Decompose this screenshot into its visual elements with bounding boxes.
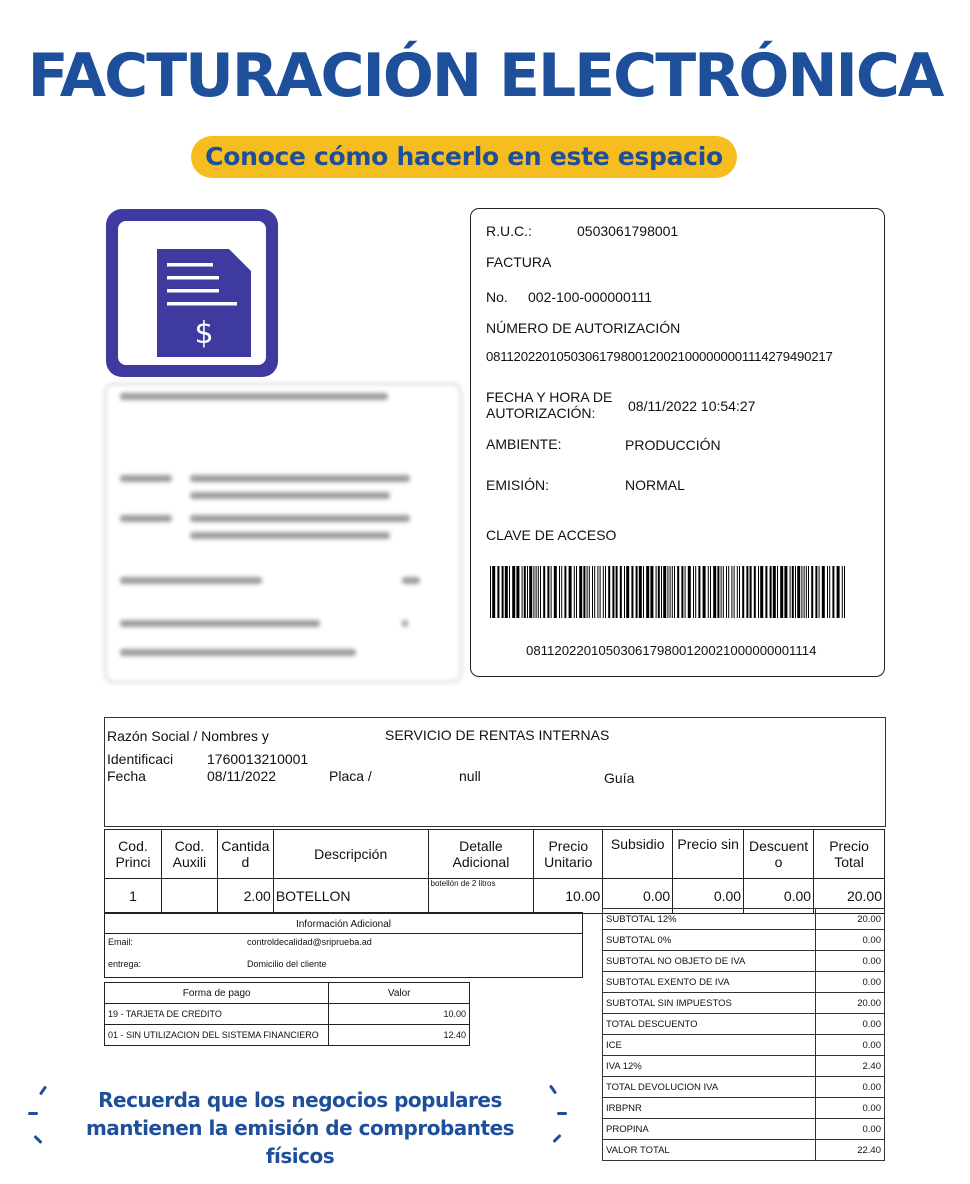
barcode-bar <box>815 566 817 618</box>
col-header: Precio Unitario <box>534 830 603 879</box>
barcode-bar <box>543 566 545 618</box>
barcode-bar <box>646 566 649 618</box>
total-label: SUBTOTAL EXENTO DE IVA <box>603 972 816 993</box>
doc-type: FACTURA <box>486 254 552 270</box>
invoice-dollar-icon <box>106 209 278 377</box>
payment-value: 10.00 <box>329 1004 470 1025</box>
table-row <box>603 930 885 951</box>
payment-method-header: Forma de pago <box>105 983 329 1004</box>
table-row <box>603 1119 885 1140</box>
cell-subsidio: 0.00 <box>603 879 673 914</box>
barcode-bar <box>608 566 610 618</box>
barcode-bar <box>808 566 809 618</box>
datetime-label-1: FECHA Y HORA DE <box>486 389 613 405</box>
table-row <box>603 993 885 1014</box>
barcode-bar <box>677 566 679 618</box>
barcode-bar <box>540 566 541 618</box>
document-icon <box>157 249 251 357</box>
sparkle-icon <box>549 1085 557 1095</box>
barcode-bar <box>620 566 622 618</box>
customer-id-value: 1760013210001 <box>207 751 309 767</box>
auth-number-label: NÚMERO DE AUTORIZACIÓN <box>486 320 681 336</box>
barcode-bar <box>529 566 532 618</box>
barcode-bar <box>670 566 671 618</box>
totals-table <box>602 908 885 1161</box>
barcode-bar <box>770 566 772 618</box>
col-header: Cantida d <box>217 830 273 879</box>
col-header: Subsidio <box>603 830 673 879</box>
subtitle-pill: Conoce cómo hacerlo en este espacio <box>191 136 737 178</box>
cell-cod-principal: 1 <box>105 879 162 914</box>
barcode-bar <box>650 566 653 618</box>
access-key-value: 0811202201050306179800120021000000001114 <box>526 643 817 658</box>
barcode-bar <box>624 566 625 618</box>
barcode-bar <box>603 566 604 618</box>
barcode-bar <box>804 566 805 618</box>
total-value: 0.00 <box>816 1035 885 1056</box>
table-row <box>105 1004 470 1025</box>
barcode-bar <box>811 566 813 618</box>
barcode-bar <box>551 566 552 618</box>
barcode-bar <box>734 566 735 618</box>
barcode-bar <box>663 566 666 618</box>
total-value: 0.00 <box>816 1077 885 1098</box>
barcode-bar <box>559 566 560 618</box>
barcode-bar <box>561 566 562 618</box>
barcode-bar <box>710 566 711 618</box>
cell-precio-sin: 0.00 <box>673 879 744 914</box>
cell-detalle-adicional: botellón de 2 litros <box>428 879 534 914</box>
barcode-bar <box>505 566 508 618</box>
total-value: 0.00 <box>816 930 885 951</box>
payment-header-row <box>105 983 470 1004</box>
dollar-symbol: $ <box>194 316 214 351</box>
col-header: Precio sin <box>673 830 744 879</box>
barcode-bar <box>661 566 662 618</box>
payment-method: 19 - TARJETA DE CREDITO <box>105 1004 329 1025</box>
access-key-label: CLAVE DE ACCESO <box>486 527 617 543</box>
barcode-bar <box>685 566 686 618</box>
total-value: 20.00 <box>816 909 885 930</box>
barcode-bar <box>672 566 673 618</box>
barcode-bar <box>524 566 526 618</box>
barcode-bar <box>631 566 633 618</box>
barcode-bar <box>713 566 716 618</box>
barcode-bar <box>579 566 582 618</box>
emission-label: EMISIÓN: <box>486 477 550 493</box>
barcode-bar <box>592 566 593 618</box>
ruc-value: 0503061798001 <box>577 223 679 239</box>
sparkle-icon <box>552 1134 561 1143</box>
customer-name-value: SERVICIO DE RENTAS INTERNAS <box>385 727 610 743</box>
email-label: Email: <box>108 937 134 947</box>
barcode-bar <box>695 566 696 618</box>
customer-name-label: Razón Social / Nombres y <box>107 728 269 744</box>
table-row <box>603 951 885 972</box>
table-row <box>603 972 885 993</box>
col-header: Descripción <box>273 830 428 879</box>
footer-line-2: mantienen la emisión de comprobantes físicos <box>85 1116 515 1168</box>
payment-value: 12.40 <box>329 1025 470 1046</box>
barcode-bar <box>822 566 825 618</box>
detail-table <box>104 829 885 914</box>
barcode-bar <box>832 566 834 618</box>
barcode-bar <box>754 566 756 618</box>
total-label: SUBTOTAL NO OBJETO DE IVA <box>603 951 816 972</box>
barcode-bar <box>547 566 549 618</box>
cell-cantidad: 2.00 <box>217 879 273 914</box>
barcode-bar <box>693 566 694 618</box>
col-header: Cod. Princi <box>105 830 162 879</box>
additional-info-box <box>104 912 583 978</box>
total-label: PROPINA <box>603 1119 816 1140</box>
total-value: 0.00 <box>816 972 885 993</box>
date-label: Fecha <box>107 768 146 784</box>
barcode-bar <box>492 566 495 618</box>
barcode-bar <box>726 566 727 618</box>
total-label: IVA 12% <box>603 1056 816 1077</box>
barcode-bar <box>792 566 794 618</box>
issuer-info-blurred <box>104 383 462 683</box>
barcode-bar <box>594 566 595 618</box>
total-label: SUBTOTAL SIN IMPUESTOS <box>603 993 816 1014</box>
total-value: 0.00 <box>816 1098 885 1119</box>
footer-line-1: Recuerda que los negocios populares <box>98 1088 502 1112</box>
total-value: 2.40 <box>816 1056 885 1077</box>
barcode-bar <box>597 566 598 618</box>
barcode-bar <box>806 566 807 618</box>
barcode-bar <box>728 566 729 618</box>
table-row <box>603 1077 885 1098</box>
col-header: Precio Total <box>814 830 885 879</box>
barcode-bar <box>829 566 830 618</box>
barcode-bar <box>784 566 787 618</box>
emission-value: NORMAL <box>625 477 685 493</box>
total-label: TOTAL DEVOLUCION IVA <box>603 1077 816 1098</box>
barcode-bar <box>801 566 802 618</box>
total-label: SUBTOTAL 0% <box>603 930 816 951</box>
barcode-bar <box>512 566 515 618</box>
barcode-bar <box>497 566 499 618</box>
barcode-bar <box>574 566 575 618</box>
barcode-bar <box>758 566 759 618</box>
barcode-bar <box>765 566 767 618</box>
barcode-bar <box>746 566 748 618</box>
barcode-bar <box>589 566 590 618</box>
cell-precio-total: 20.00 <box>814 879 885 914</box>
table-row <box>603 1140 885 1161</box>
barcode-bar <box>527 566 528 618</box>
barcode-bar <box>723 566 724 618</box>
environment-value: PRODUCCIÓN <box>625 437 721 453</box>
cell-precio-unitario: 10.00 <box>534 879 603 914</box>
barcode-bar <box>564 566 566 618</box>
barcode-bar <box>536 566 537 618</box>
total-value: 0.00 <box>816 951 885 972</box>
barcode-bar <box>837 566 840 618</box>
barcode-bar <box>819 566 820 618</box>
total-value: 0.00 <box>816 1014 885 1035</box>
ruc-label: R.U.C.: <box>486 223 532 239</box>
cell-descuento: 0.00 <box>744 879 814 914</box>
barcode-bar <box>717 566 719 618</box>
detail-header-row <box>105 830 885 879</box>
barcode-bar <box>731 566 732 618</box>
auth-number-value: 0811202201050306179800120021000000001114279490217 <box>486 349 833 364</box>
barcode-bar <box>626 566 629 618</box>
barcode-bar <box>587 566 588 618</box>
barcode-bar <box>636 566 638 618</box>
invoice-number-label: No. <box>486 289 508 305</box>
barcode-bar <box>643 566 644 618</box>
barcode-bar <box>656 566 657 618</box>
barcode-bar <box>538 566 539 618</box>
email-value: controldecalidad@sriprueba.ad <box>247 937 372 947</box>
page-title: FACTURACIÓN ELECTRÓNICA <box>27 41 943 111</box>
barcode-bar <box>777 566 778 618</box>
access-key-barcode <box>490 566 847 618</box>
barcode-bar <box>688 566 691 618</box>
additional-info-title: Información Adicional <box>295 919 392 930</box>
col-header: Cod. Auxili <box>161 830 217 879</box>
barcode-bar <box>790 566 791 618</box>
sparkle-icon <box>557 1112 567 1115</box>
barcode-bar <box>742 566 744 618</box>
datetime-value: 08/11/2022 10:54:27 <box>628 398 756 414</box>
total-label: IRBPNR <box>603 1098 816 1119</box>
barcode-bar <box>703 566 706 618</box>
customer-id-label: Identificaci <box>107 751 174 767</box>
total-label: VALOR TOTAL <box>603 1140 816 1161</box>
barcode-bar <box>780 566 783 618</box>
barcode-bar <box>721 566 722 618</box>
footer-message <box>52 1086 548 1170</box>
total-label: ICE <box>603 1035 816 1056</box>
total-label: SUBTOTAL 12% <box>603 909 816 930</box>
barcode-bar <box>490 566 491 618</box>
sparkle-icon <box>39 1086 47 1096</box>
barcode-bar <box>844 566 845 618</box>
payment-table <box>104 982 470 1046</box>
barcode-bar <box>681 566 683 618</box>
plate-value: null <box>459 768 481 784</box>
barcode-bar <box>667 566 668 618</box>
barcode-bar <box>639 566 642 618</box>
plate-label: Placa / <box>329 768 372 784</box>
barcode-bar <box>750 566 752 618</box>
barcode-bar <box>658 566 660 618</box>
total-label: TOTAL DESCUENTO <box>603 1014 816 1035</box>
guide-label: Guía <box>604 770 635 786</box>
barcode-bar <box>737 566 738 618</box>
invoice-number-value: 002-100-000000111 <box>528 289 653 305</box>
payment-value-header: Valor <box>329 983 470 1004</box>
sparkle-icon <box>28 1112 38 1115</box>
barcode-bar <box>554 566 557 618</box>
barcode-bar <box>760 566 763 618</box>
barcode-bar <box>583 566 585 618</box>
barcode-bar <box>569 566 572 618</box>
sparkle-icon <box>33 1135 42 1144</box>
payment-method: 01 - SIN UTILIZACION DEL SISTEMA FINANCIERO <box>105 1025 329 1046</box>
barcode-bar <box>502 566 504 618</box>
barcode-bar <box>612 566 614 618</box>
barcode-bar <box>739 566 740 618</box>
table-row <box>603 909 885 930</box>
barcode-bar <box>842 566 843 618</box>
barcode-bar <box>600 566 601 618</box>
date-value: 08/11/2022 <box>207 768 277 784</box>
barcode-bar <box>698 566 700 618</box>
barcode-bar <box>616 566 618 618</box>
total-value: 0.00 <box>816 1119 885 1140</box>
authorization-box <box>470 208 885 677</box>
delivery-value: Domicilio del cliente <box>247 959 327 969</box>
table-row <box>603 1035 885 1056</box>
table-row <box>603 1056 885 1077</box>
table-row <box>603 1098 885 1119</box>
delivery-label: entrega: <box>108 959 142 969</box>
barcode-bar <box>509 566 510 618</box>
barcode-bar <box>797 566 800 618</box>
datetime-label-2: AUTORIZACIÓN: <box>486 405 596 421</box>
environment-label: AMBIENTE: <box>486 436 562 452</box>
barcode-bar <box>516 566 519 618</box>
table-row <box>105 1025 470 1046</box>
barcode-bar <box>827 566 828 618</box>
total-value: 20.00 <box>816 993 885 1014</box>
col-header: Descuent o <box>744 830 814 879</box>
barcode-bar <box>773 566 776 618</box>
barcode-bar <box>533 566 534 618</box>
total-value: 22.40 <box>816 1140 885 1161</box>
barcode-bar <box>522 566 523 618</box>
cell-descripcion: BOTELLON <box>273 879 428 914</box>
customer-info-box <box>104 717 886 827</box>
barcode-bar <box>795 566 796 618</box>
barcode-bar <box>674 566 675 618</box>
table-row <box>603 1014 885 1035</box>
barcode-bar <box>605 566 606 618</box>
barcode-bar <box>708 566 709 618</box>
cell-cod-auxiliar <box>161 879 217 914</box>
col-header: Detalle Adicional <box>428 830 534 879</box>
barcode-bar <box>576 566 577 618</box>
